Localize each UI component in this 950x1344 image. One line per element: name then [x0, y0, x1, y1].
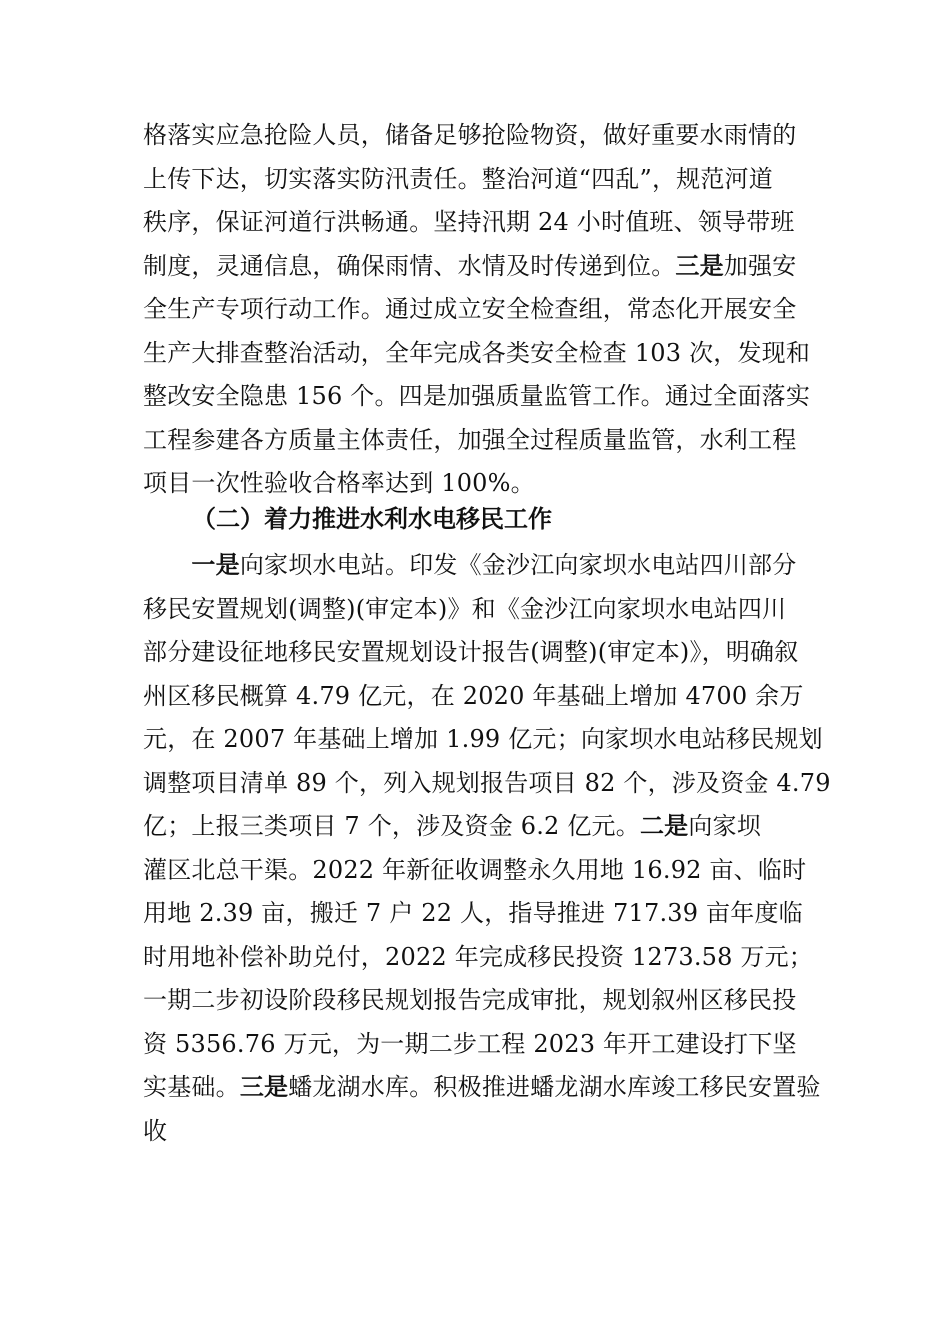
- text-line: [143, 245, 833, 289]
- text-line: [143, 1023, 833, 1067]
- text-run: 全生产专项行动工作。通过成立安全检查组，常态化开展安全: [143, 295, 797, 323]
- text-line: [143, 849, 833, 893]
- text-run: 整改安全隐患 156 个。四是加强质量监管工作。通过全面落实: [143, 382, 811, 410]
- paragraph-resettlement: [143, 544, 833, 1153]
- text-line: [143, 201, 833, 245]
- emphasis-text: 一是: [191, 551, 240, 579]
- text-run: 一期二步初设阶段移民规划报告完成审批，规划叙州区移民投: [143, 986, 797, 1014]
- text-line: [143, 762, 833, 806]
- text-run: 收: [143, 1116, 168, 1145]
- text-line: [143, 1066, 833, 1110]
- text-line: [143, 675, 833, 719]
- text-line: [143, 631, 833, 675]
- emphasis-text: 三是: [239, 1073, 289, 1101]
- text-run: 州区移民概算 4.79 亿元，在 2020 年基础上增加 4700 余万: [143, 681, 804, 710]
- text-run: 元，在 2007 年基础上增加 1.99 亿元；向家坝水电站移民规划: [143, 725, 823, 753]
- text-run: 蟠龙湖水库。积极推进蟠龙湖水库竣工移民安置验: [288, 1073, 821, 1101]
- text-run: 向家坝: [688, 812, 761, 840]
- text-run: 移民安置规划(调整)(审定本)》和《金沙江向家坝水电站四川: [143, 594, 787, 623]
- emphasis-text: 三是: [675, 251, 724, 280]
- text-run: 调整项目清单 89 个，列入规划报告项目 82 个，涉及资金 4.79: [143, 768, 831, 797]
- emphasis-text: 二是: [639, 812, 689, 840]
- paragraph-flood-safety: [143, 114, 833, 506]
- text-line: [143, 588, 833, 632]
- text-run: 时用地补偿补助兑付，2022 年完成移民投资 1273.58 万元；: [143, 942, 814, 971]
- text-line: [143, 375, 833, 419]
- text-run: 制度，灵通信息，确保雨情、水情及时传递到位。: [143, 251, 676, 280]
- text-run: 格落实应急抢险人员，储备足够抢险物资，做好重要水雨情的: [143, 121, 797, 149]
- text-line: [143, 419, 833, 463]
- text-line: [143, 332, 833, 376]
- text-line: [143, 544, 833, 588]
- text-run: 生产大排查整治活动，全年完成各类安全检查 103 次，发现和: [143, 338, 811, 367]
- text-run: [143, 551, 191, 579]
- text-line: [143, 936, 833, 980]
- section-heading: （二）着力推进水利水电移民工作: [192, 505, 552, 533]
- text-line: [143, 158, 833, 202]
- text-line: [143, 288, 833, 332]
- text-run: 工程参建各方质量主体责任，加强全过程质量监管，水利工程: [143, 425, 797, 454]
- text-run: 向家坝水电站。印发《金沙江向家坝水电站四川部分: [239, 551, 797, 579]
- text-run: 加强安: [723, 251, 797, 280]
- text-run: 亿；上报三类项目 7 个，涉及资金 6.2 亿元。: [143, 812, 640, 840]
- text-run: 上传下达，切实落实防汛责任。整治河道“四乱”，规范河道: [143, 164, 773, 193]
- text-line: [143, 892, 833, 936]
- text-run: 项目一次性验收合格率达到 100%。: [143, 469, 535, 497]
- text-line: [143, 979, 833, 1023]
- text-run: 实基础。: [143, 1073, 240, 1101]
- text-run: 灌区北总干渠。2022 年新征收调整永久用地 16.92 亩、临时: [143, 855, 807, 884]
- text-line: [143, 1110, 833, 1154]
- text-line: [143, 718, 833, 762]
- text-run: 用地 2.39 亩，搬迁 7 户 22 人，指导推进 717.39 亩年度临: [143, 899, 803, 927]
- text-line: [143, 805, 833, 849]
- text-line: [143, 114, 833, 158]
- text-run: 秩序，保证河道行洪畅通。坚持汛期 24 小时值班、领导带班: [143, 208, 795, 236]
- text-run: 部分建设征地移民安置规划设计报告(调整)(审定本)》，明确叙: [143, 638, 799, 666]
- text-run: 资 5356.76 万元，为一期二步工程 2023 年开工建设打下坚: [143, 1029, 797, 1058]
